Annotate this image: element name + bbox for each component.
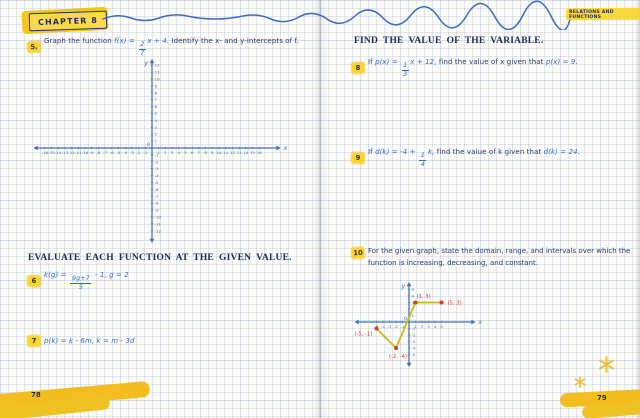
problem-5	[28, 36, 299, 58]
svg-text:-3: -3	[387, 324, 392, 329]
svg-text:1: 1	[411, 314, 414, 318]
svg-text:-11: -11	[75, 150, 82, 156]
svg-text:-2: -2	[154, 159, 159, 165]
sparkle-star-icon	[574, 376, 586, 388]
svg-text:1: 1	[414, 324, 417, 329]
svg-text:-6: -6	[154, 186, 159, 192]
svg-text:-10: -10	[154, 214, 161, 220]
fraction: $\frac{1}{4}$	[420, 152, 425, 168]
piecewise-function-graph	[345, 280, 500, 385]
page-edge	[635, 0, 640, 418]
svg-text:-3: -3	[154, 166, 159, 172]
svg-text:7: 7	[154, 97, 158, 103]
svg-text:-4: -4	[411, 346, 416, 351]
svg-text:0: 0	[404, 316, 407, 322]
svg-text:-8: -8	[154, 200, 159, 206]
svg-text:3: 3	[427, 324, 430, 329]
svg-text:-8: -8	[96, 150, 101, 156]
svg-text:3: 3	[170, 150, 174, 156]
problem-5-text: Graph the function f(x) = $\frac{2}{7}$ x + 4. Identify the x- and y-intercepts of f.	[44, 36, 299, 57]
left-page-number: 78	[31, 391, 41, 399]
svg-text:2: 2	[154, 131, 158, 137]
svg-text:7: 7	[197, 150, 201, 156]
problem-7-number-badge: 7	[28, 336, 40, 346]
squiggle-divider	[0, 0, 640, 30]
svg-text:-5: -5	[154, 180, 159, 185]
svg-text:-16: -16	[41, 150, 48, 156]
svg-text:-6: -6	[109, 150, 114, 156]
svg-text:10: 10	[216, 150, 222, 156]
svg-text:-12: -12	[154, 228, 161, 234]
svg-text:-13: -13	[61, 150, 69, 156]
svg-text:5: 5	[154, 111, 158, 116]
right-page-number: 79	[597, 394, 607, 402]
svg-text:(-5, -1): (-5, -1)	[354, 331, 373, 338]
svg-text:8: 8	[154, 90, 158, 96]
svg-text:-7: -7	[154, 193, 159, 199]
svg-text:1: 1	[154, 138, 158, 144]
svg-text:-1: -1	[400, 324, 405, 329]
svg-text:2: 2	[411, 307, 414, 312]
svg-text:-14: -14	[55, 150, 62, 156]
problem-10-text: For the given graph, state the domain, range, and intervals over which the function is increasing, decreasing, and constant.	[368, 247, 631, 267]
svg-text:2: 2	[420, 324, 424, 329]
svg-text:-3: -3	[411, 340, 416, 344]
svg-text:11: 11	[154, 69, 160, 75]
svg-text:-1: -1	[143, 150, 148, 156]
svg-text:4: 4	[177, 150, 181, 156]
svg-text:-11: -11	[154, 221, 161, 227]
problem-8	[352, 57, 578, 79]
svg-text:4: 4	[411, 294, 414, 299]
problem-8-text: If p(x) = $\frac{1}{3}$ x + 12, find the value of x given that p(x) = 9.	[368, 57, 578, 78]
fraction: $\frac{2}{7}$	[140, 41, 145, 57]
svg-text:3: 3	[411, 301, 414, 305]
book-title: RELATIONS AND FUNCTIONS	[569, 10, 614, 20]
svg-text:-7: -7	[103, 150, 108, 156]
svg-text:-10: -10	[81, 150, 89, 156]
svg-text:6: 6	[190, 150, 194, 156]
svg-text:-9: -9	[154, 207, 159, 213]
svg-text:x: x	[283, 144, 288, 153]
svg-text:-4: -4	[123, 150, 128, 156]
problem-7	[28, 334, 135, 348]
svg-text:13: 13	[236, 150, 242, 156]
problem-10	[352, 246, 630, 269]
svg-text:-4: -4	[154, 173, 159, 179]
svg-text:y: y	[401, 283, 405, 290]
blank-coordinate-plane	[25, 56, 295, 254]
problem-7-text: p(k) = k - 6m, k = m - 3d	[44, 337, 135, 345]
problem-10-number-badge: 10	[353, 248, 363, 258]
svg-text:-3: -3	[129, 150, 134, 156]
svg-text:-1: -1	[154, 152, 159, 158]
problem-6-number-badge: 6	[28, 276, 40, 286]
svg-text:(1, 3): (1, 3)	[416, 294, 431, 300]
problem-6	[28, 270, 129, 292]
svg-text:-2: -2	[411, 333, 416, 338]
fraction: $\frac{1}{3}$	[403, 62, 408, 78]
svg-text:9: 9	[154, 83, 158, 89]
svg-text:10: 10	[154, 76, 160, 82]
svg-text:x: x	[478, 319, 483, 327]
svg-text:11: 11	[223, 150, 229, 156]
svg-text:15: 15	[250, 150, 255, 156]
problem-8-number-badge: 8	[352, 63, 365, 74]
svg-text:-1: -1	[411, 327, 416, 331]
problem-9-number-badge: 9	[352, 153, 364, 163]
svg-text:16: 16	[256, 150, 262, 156]
svg-text:y: y	[144, 59, 148, 67]
svg-text:9: 9	[211, 150, 214, 156]
svg-text:3: 3	[154, 124, 158, 130]
svg-text:6: 6	[154, 104, 158, 110]
svg-text:-12: -12	[68, 150, 75, 156]
svg-text:1: 1	[157, 150, 160, 156]
svg-text:4: 4	[433, 324, 437, 329]
chapter-badge-label: CHAPTER 8	[37, 15, 99, 27]
svg-text:-2: -2	[394, 324, 398, 329]
svg-text:5: 5	[411, 288, 414, 292]
svg-text:-2: -2	[136, 150, 141, 156]
problem-5-number-badge: 5.	[28, 42, 41, 53]
find-value-heading: FIND THE VALUE OF THE VARIABLE.	[354, 36, 544, 46]
problem-9-text: If d(k) = -4 + $\frac{1}{4}$ k, find the value of k given that d(k) = 24.	[368, 147, 581, 168]
svg-text:-5: -5	[116, 150, 121, 156]
svg-text:5: 5	[184, 150, 187, 156]
svg-text:-15: -15	[48, 150, 55, 156]
svg-text:2: 2	[164, 150, 167, 156]
svg-text:-9: -9	[89, 150, 94, 156]
svg-text:8: 8	[204, 150, 207, 156]
fraction: $\frac{9g+7}{5}$	[71, 275, 90, 291]
page-seam	[313, 0, 327, 418]
svg-text:4: 4	[154, 117, 158, 123]
problem-9	[352, 147, 580, 169]
svg-text:-5: -5	[411, 353, 416, 357]
svg-text:5: 5	[440, 324, 443, 329]
sparkle-star-icon	[598, 356, 615, 373]
evaluate-heading: EVALUATE EACH FUNCTION AT THE GIVEN VALUE.	[28, 253, 292, 263]
svg-text:12: 12	[154, 62, 160, 68]
svg-text:12: 12	[229, 150, 235, 156]
svg-text:-4: -4	[381, 324, 385, 329]
problem-6-text: k(g) = $\frac{9g+7}{5}$ - 1, g = 2	[44, 270, 129, 291]
svg-text:0: 0	[147, 142, 150, 148]
svg-text:(5, 3): (5, 3)	[447, 300, 462, 307]
svg-text:(-2, -4): (-2, -4)	[388, 354, 408, 360]
svg-text:14: 14	[243, 150, 249, 156]
